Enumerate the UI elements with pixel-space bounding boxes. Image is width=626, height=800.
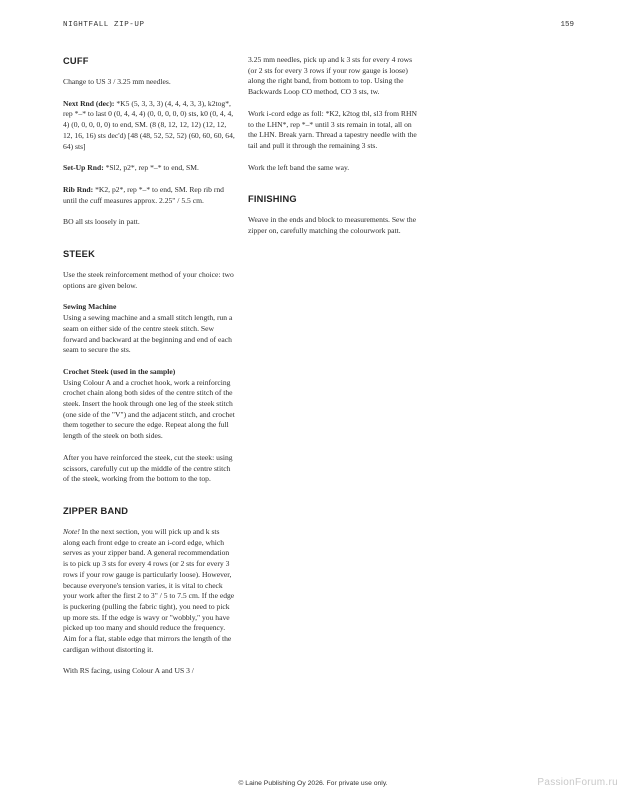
note-label: Note! [63, 526, 80, 536]
site-watermark: PassionForum.ru [537, 777, 618, 788]
sewing-machine-text: Using a sewing machine and a small stitch length, run a seam on either side of the centre steek stitch. Sew forward and backward at the beginning and end of each seam to secure the sts. [63, 313, 233, 355]
subheading-sewing-machine: Sewing Machine [63, 302, 117, 312]
cuff-paragraph: BO all sts loosely in patt. [63, 217, 140, 227]
cuff-paragraph: Change to US 3 / 3.25 mm needles. [63, 77, 171, 86]
note-text: In the next section, you will pick up and k sts along each front edge to create an i-cord edge, which serves as your zipper band. A general recommendation is to pick up 3 sts for every 4 rows (or 2 sts for every 3 rows if your row gauge is particularly loose). However, because everyone's tension varies, it is vital to check your work after the first 2 to 3" / 5 to 7.5 cm. If the edge is puckering (pulling the fabric tight), you need to pick up more sts. If the edge is wavy or "wobbly," you have picked up too many and should reduce the frequency. Aim for a flat, stable edge that mirrors the length of the cardigan without distorting it. [63, 526, 235, 654]
left-column [63, 55, 235, 688]
cuff-setup-round [63, 163, 235, 174]
round-label: Set-Up Rnd: [63, 163, 104, 173]
subheading-crochet-steek: Crochet Steek (used in the sample) [63, 366, 176, 376]
round-label: Next Rnd (dec): [63, 98, 115, 108]
cuff-dec-round [63, 99, 235, 153]
section-heading-zipper-band: ZIPPER BAND [63, 505, 129, 516]
section-heading-cuff: CUFF [63, 56, 89, 66]
page-number: 159 [560, 21, 574, 29]
right-column [248, 55, 420, 248]
round-text: *Sl2, p2*, rep *–* to end, SM. [103, 163, 199, 173]
steek-cut-text: After you have reinforced the steek, cut the steek: using scissors, carefully cut up the middle of the centre stitch of the steek, working from the bottom to the top. [63, 452, 233, 484]
crochet-steek-text: Using Colour A and a crochet hook, work a reinforcing crochet chain along both sides of the centre stitch of the steek. Insert the hook through one leg of the steek stitch (one side of the "V") and the adjacent stitch, and crochet them together to secure the edge. Repeat along the full length of the steek on both sides. [63, 377, 235, 441]
running-header-title: NIGHTFALL ZIP-UP [63, 21, 145, 29]
zipper-note [63, 527, 235, 655]
section-heading-steek: STEEK [63, 249, 95, 260]
round-label: Rib Rnd: [63, 184, 94, 194]
zipper-icord-text: Work i-cord edge as foll: *K2, k2tog tbl, sl3 from RHN to the LHN*, rep *–* until 3 sts remain in total, all on the LHN. Break yarn. Thread a tapestry needle with the tail and pull it through the remaining 3 sts. [248, 108, 417, 150]
section-heading-finishing: FINISHING [248, 194, 297, 205]
cuff-rib-round [63, 185, 235, 206]
steek-intro: Use the steek reinforcement method of your choice: two options are given below. [63, 270, 234, 290]
copyright-footer: © Laine Publishing Oy 2026. For private use only. [238, 780, 388, 787]
zipper-left-band-text: Work the left band the same way. [248, 162, 350, 172]
finishing-text: Weave in the ends and block to measurements. Sew the zipper on, carefully matching the colourwork patt. [248, 215, 417, 236]
zipper-rs-text-continued: 3.25 mm needles, pick up and k 3 sts for every 4 rows (or 2 sts for every 3 rows if your row gauge is loose) along the right band, from bottom to top. Using the Backwards Loop CO method, CO 3 sts, tw. [248, 55, 413, 97]
round-text: *K2, p2*, rep *–* to end, SM. Rep rib rnd until the cuff measures approx. 2.25" / 5.5 cm. [63, 184, 224, 205]
zipper-rs-text-start: With RS facing, using Colour A and US 3 / [63, 666, 194, 676]
round-text: *K5 (5, 3, 3, 3) (4, 4, 4, 3, 3), k2tog*, rep *–* to last 0 (0, 4, 4, 4) (0, 0, 0, 0, 0) sts, k0 (0, 4, 4, 4) (0, 0, 0, 0, 0) to end, SM. (8 (8, 12, 12, 12) (12, 12, 12, 16, 16) sts dec'd) [48 (48, 52, 52, 52) (60, 60, 60, 64, 64) sts] [63, 98, 235, 151]
